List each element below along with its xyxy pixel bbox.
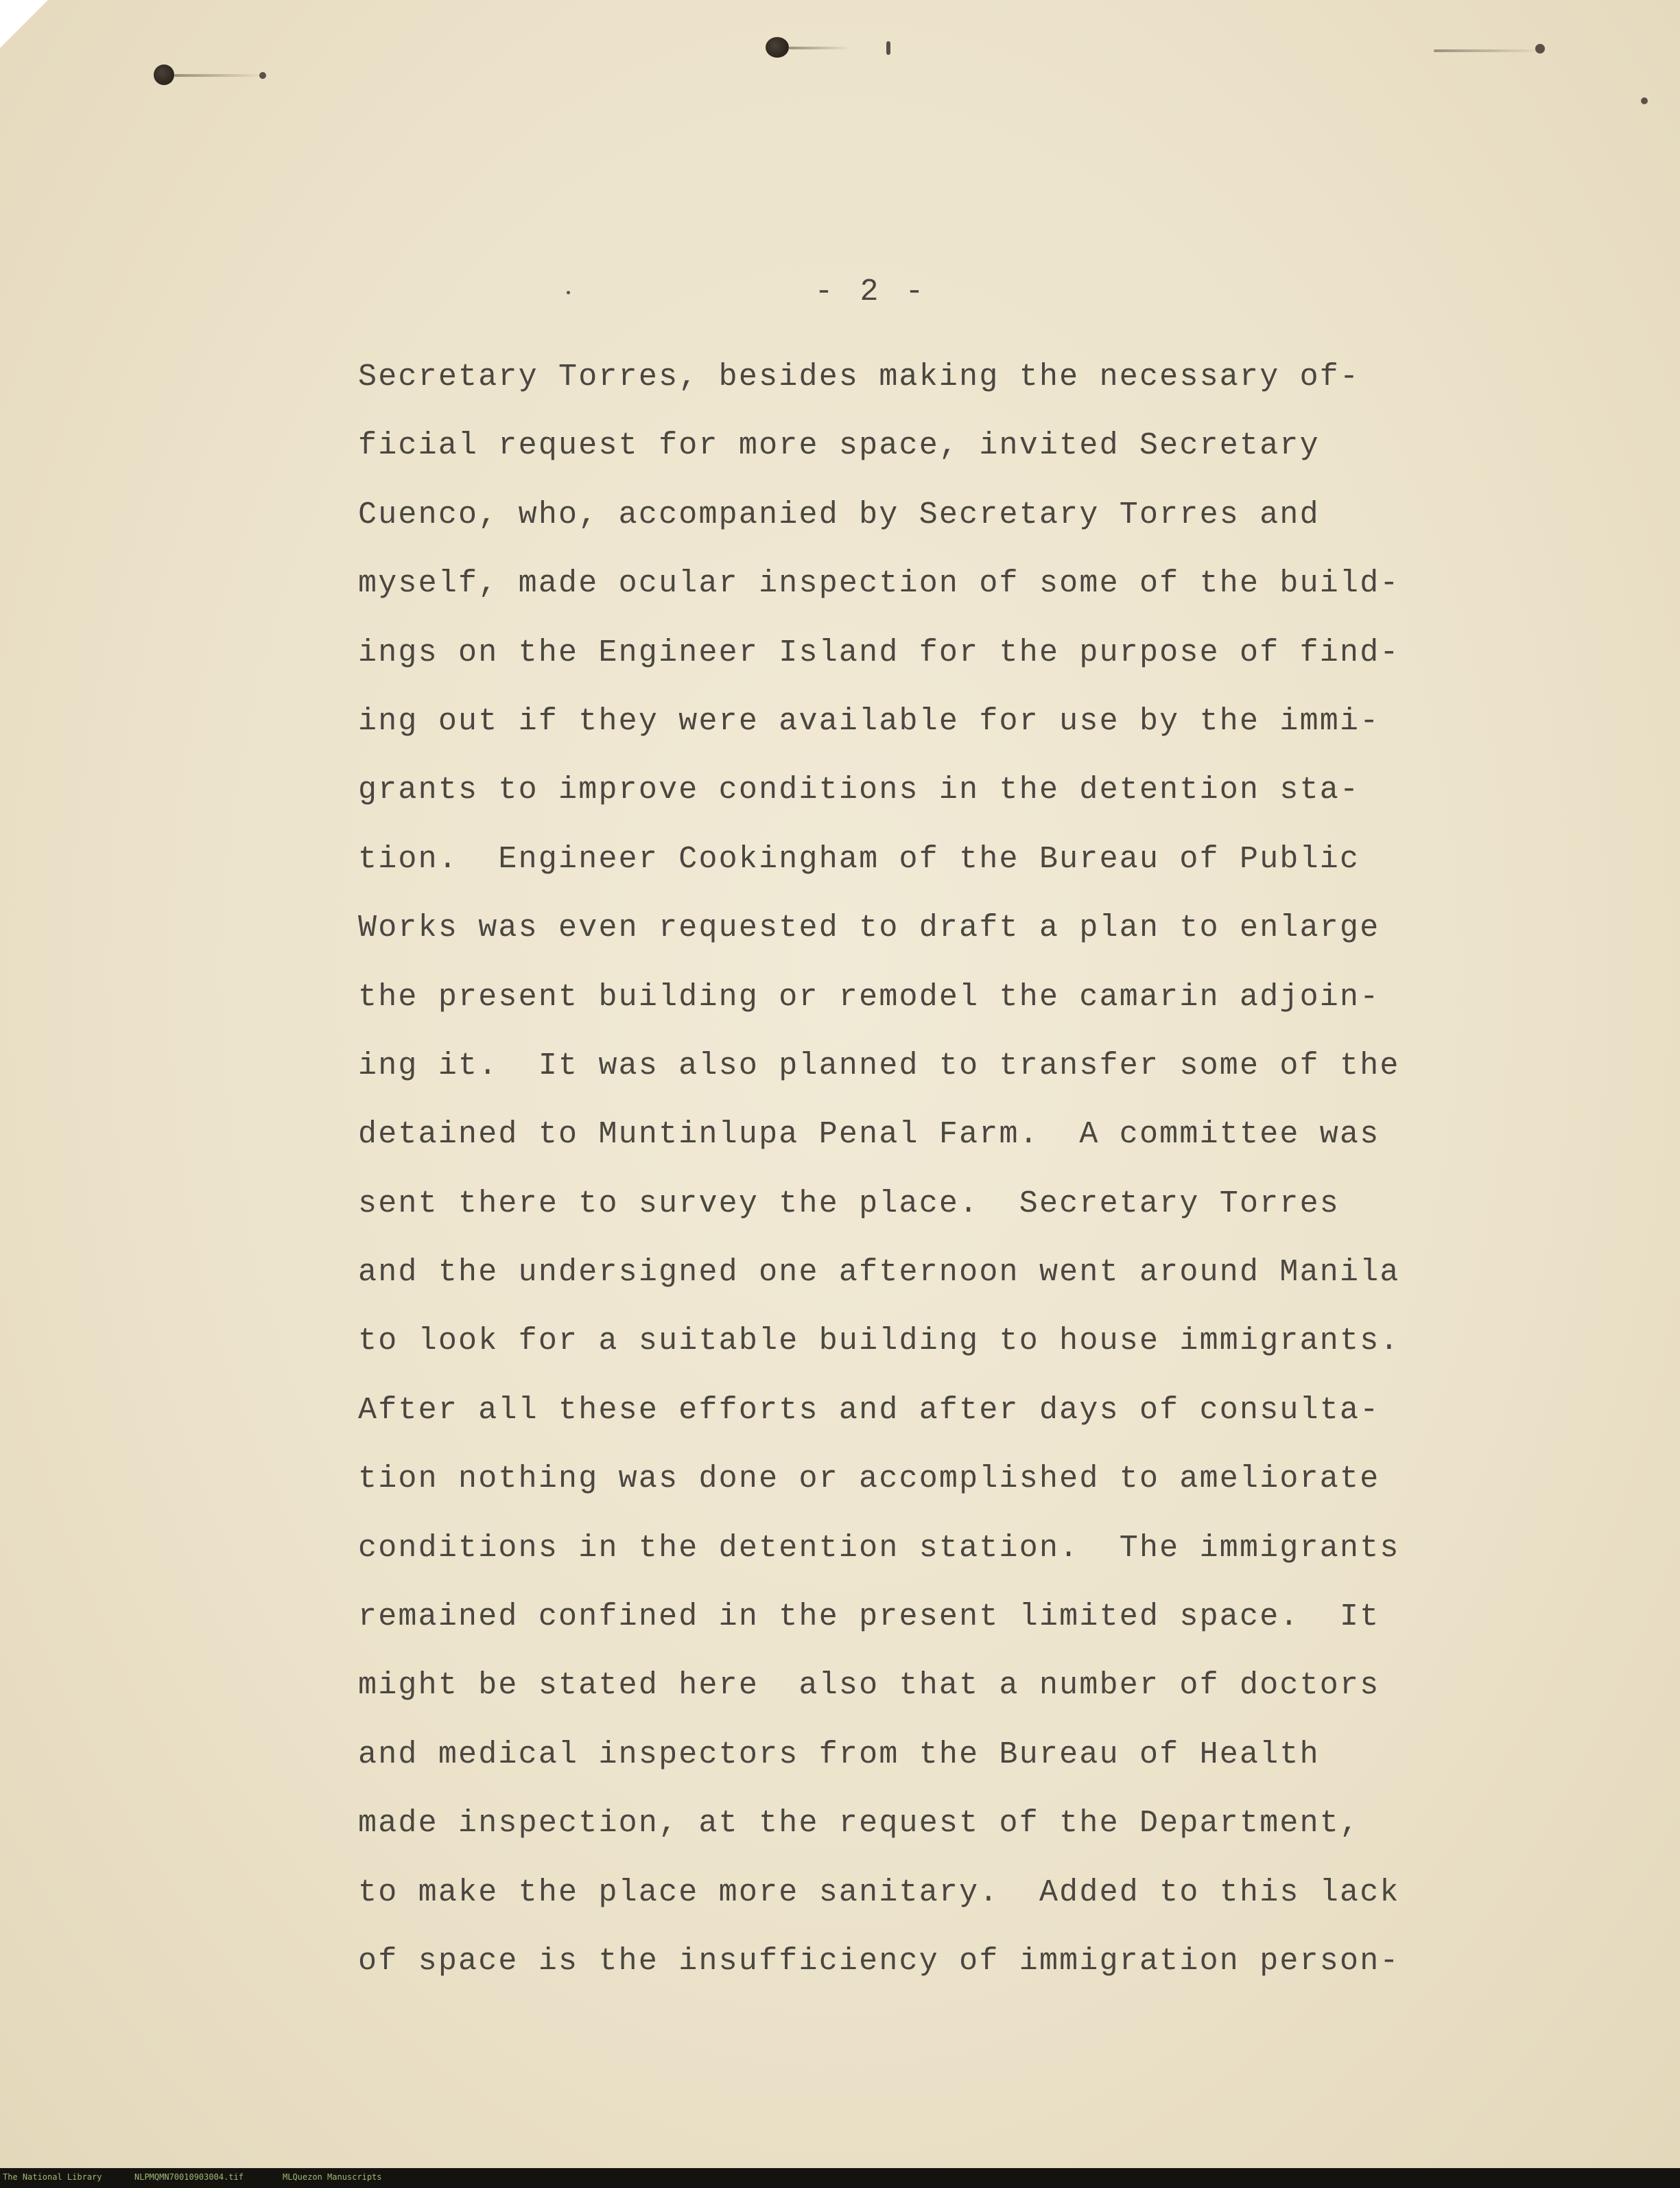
text-line: and medical inspectors from the Bureau of Health (358, 1737, 1320, 1772)
scan-footer (0, 2168, 1680, 2188)
text-line: ficial request for more space, invited Secretary (358, 428, 1320, 464)
text-line: Secretary Torres, besides making the necessary of- (358, 360, 1360, 395)
typed-body-text (358, 343, 1524, 1996)
speck (1641, 97, 1648, 104)
text-line: the present building or remodel the camarin adjoin- (358, 979, 1380, 1015)
speck (567, 291, 570, 294)
speck (259, 72, 266, 79)
text-line: remained confined in the present limited space. It (358, 1599, 1380, 1635)
punch-trail-left (174, 74, 263, 77)
footer-collection: MLQuezon Manuscripts (283, 2172, 382, 2182)
text-line: sent there to survey the place. Secretary Torres (358, 1186, 1340, 1221)
text-line: of space is the insufficiency of immigration person- (358, 1943, 1400, 1979)
text-line: tion. Engineer Cookingham of the Bureau of Public (358, 841, 1360, 877)
text-line: Cuenco, who, accompanied by Secretary Torres and (358, 497, 1320, 532)
text-line: conditions in the detention station. The immigrants (358, 1530, 1400, 1566)
speck (1535, 44, 1545, 54)
text-line: detained to Muntinlupa Penal Farm. A committee was (358, 1117, 1380, 1153)
text-line: to make the place more sanitary. Added to this lack (358, 1874, 1400, 1910)
speck (886, 41, 890, 55)
text-line: to look for a suitable building to house immigrants. (358, 1324, 1400, 1359)
text-line: ing out if they were available for use by the immi- (358, 703, 1380, 739)
text-line: ings on the Engineer Island for the purpose of find- (358, 635, 1400, 670)
punch-trail-center (789, 47, 851, 49)
folded-corner (0, 0, 48, 48)
text-line: grants to improve conditions in the detention sta- (358, 773, 1360, 808)
text-line: might be stated here also that a number of doctors (358, 1668, 1380, 1704)
page-number: - 2 - (814, 274, 928, 309)
punch-hole-center (766, 37, 789, 58)
text-line: myself, made ocular inspection of some of the build- (358, 566, 1400, 602)
punch-trail-right (1434, 49, 1543, 52)
text-line: ing it. It was also planned to transfer some of the (358, 1048, 1400, 1083)
text-line: tion nothing was done or accomplished to ameliorate (358, 1461, 1380, 1497)
text-line: made inspection, at the request of the Department, (358, 1806, 1360, 1842)
punch-hole-left (154, 64, 174, 85)
footer-filename: NLPMQMN70010903004.tif (134, 2172, 244, 2182)
text-line: and the undersigned one afternoon went around Manila (358, 1255, 1400, 1291)
text-line: Works was even requested to draft a plan to enlarge (358, 910, 1380, 946)
text-line: After all these efforts and after days of consulta- (358, 1392, 1380, 1428)
footer-library: The National Library (3, 2172, 102, 2182)
